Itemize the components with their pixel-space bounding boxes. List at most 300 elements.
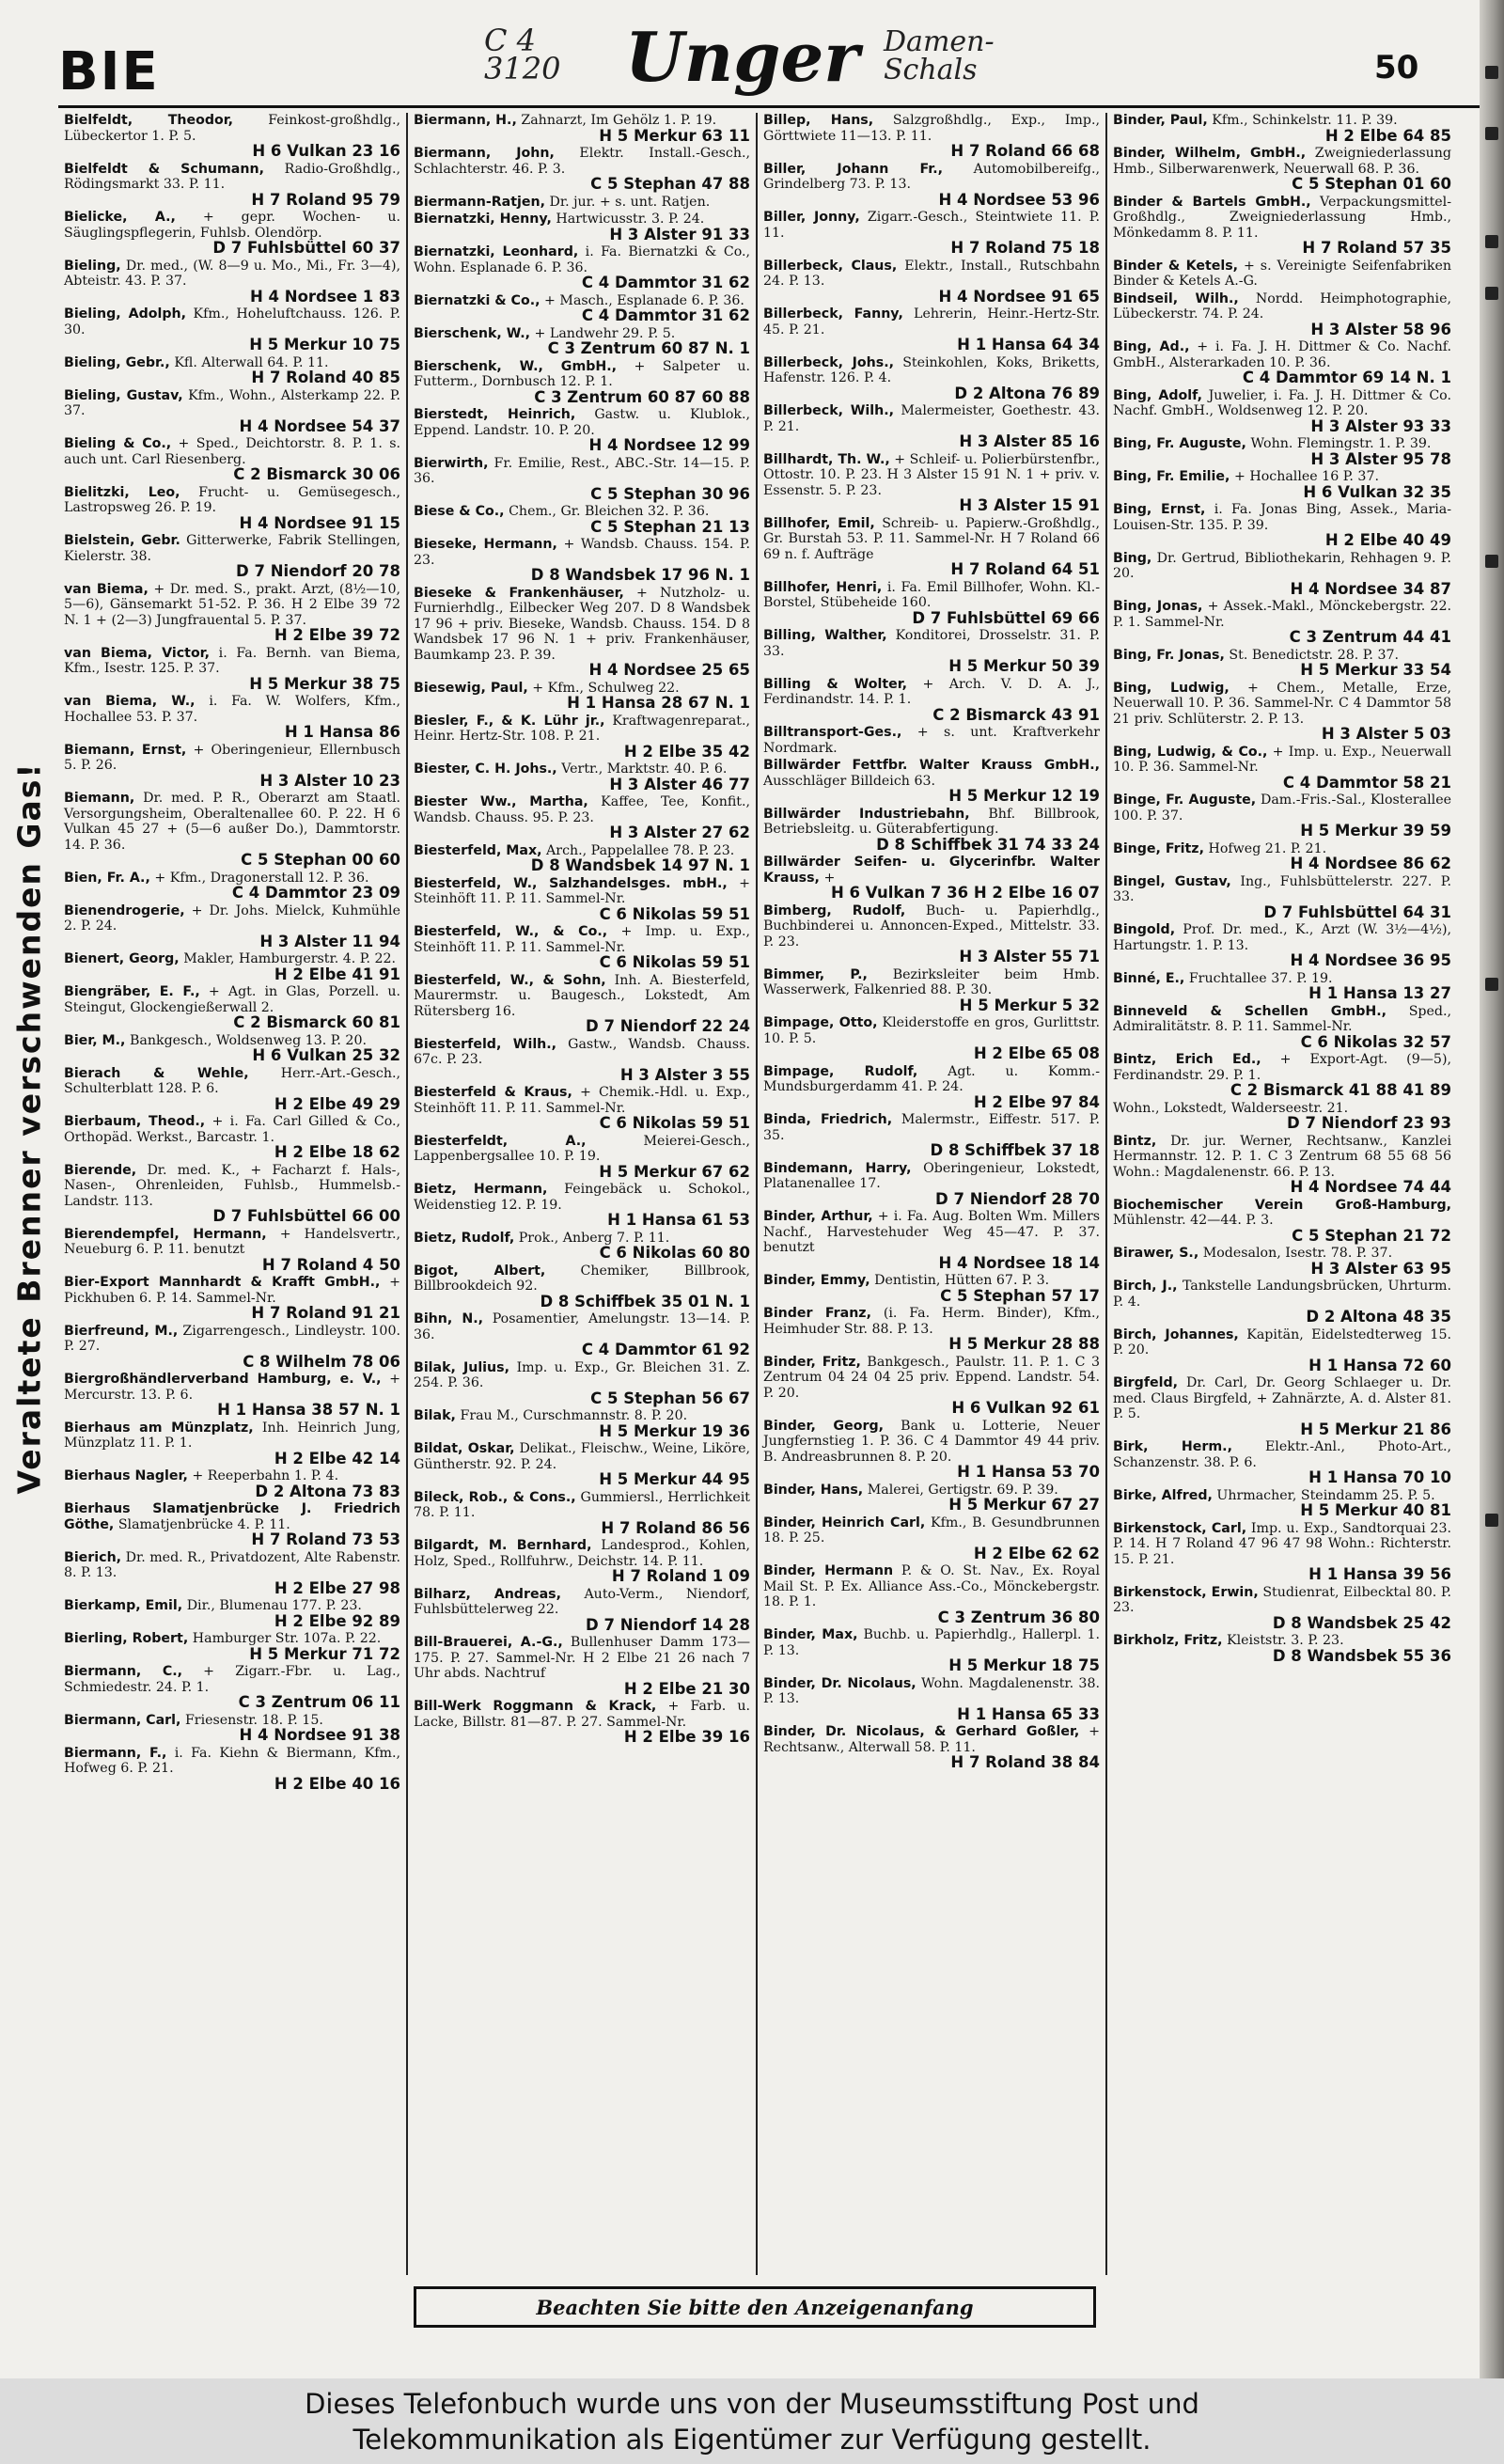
entry-details: Dr. Gertrud, Bibliothekarin, Rehhagen 9. P. 20.: [1113, 550, 1451, 581]
credit-banner: [0, 2378, 1504, 2464]
listing-entry: [1113, 259, 1451, 290]
listing-entry: [64, 694, 400, 741]
listing-entry: [1113, 388, 1451, 435]
entry-details: Dr. med. K., + Facharzt f. Hals-, Nasen-, Ohrenleiden, Fuhlsb., Hummelsb.-Landstr. 113.: [64, 1162, 400, 1209]
entry-phone: C 4 Dammtor 23 09: [231, 884, 400, 902]
listing-entry: [64, 1227, 400, 1274]
entry-phone: D 8 Wandsbek 14 97 N. 1: [530, 856, 750, 874]
listing-entry: [1113, 793, 1451, 840]
listing-entry: [763, 1209, 1100, 1271]
entry-name: Binder, Hermann: [763, 1563, 894, 1578]
entry-name: Bielstein, Gebr.: [64, 533, 180, 548]
entry-details: Kfm., Hoheluftchauss. 126. P. 30.: [64, 306, 400, 337]
listing-entry: [414, 973, 750, 1035]
entry-phone: C 3 Zentrum 60 87 N. 1: [547, 339, 750, 357]
entry-name: Billwärder Seifen- u. Glycerinfbr. Walter Krauss,: [763, 855, 1100, 886]
entry-name: Binda, Friedrich,: [763, 1112, 893, 1127]
entry-name: Biermann, H.,: [414, 113, 517, 128]
header-handwritten-note: [484, 23, 561, 86]
listing-entry: [64, 582, 400, 644]
listing-entry: [64, 1275, 400, 1322]
entry-details: Salzgroßhdlg., Exp., Imp., Görttwiete 11—13. P. 11.: [763, 113, 1100, 144]
entry-phone: H 5 Merkur 50 39: [948, 657, 1100, 675]
entry-details: Uhrmacher, Steindamm 25. P. 5.: [1216, 1487, 1435, 1503]
entry-phone: D 7 Niendorf 14 28: [586, 1615, 750, 1634]
entry-name: Bimpage, Otto,: [763, 1015, 878, 1030]
listing-entry: [414, 1182, 750, 1229]
entry-details: Elektr.-Anl., Photo-Art., Schanzenstr. 38. P. 6.: [1113, 1439, 1451, 1470]
entry-phone: C 6 Nikolas 59 51: [599, 904, 750, 923]
entry-phone: H 5 Merkur 44 95: [599, 1470, 750, 1488]
listing-entry: [414, 504, 750, 535]
listing-entry: [763, 1161, 1100, 1208]
entry-name: Binder, Emmy,: [763, 1273, 870, 1288]
entry-name: Bileck, Rob., & Cons.,: [414, 1489, 576, 1505]
entry-phone: D 7 Fuhlsbüttel 60 37: [212, 239, 400, 257]
listing-entry: [1113, 874, 1451, 921]
listing-entry: [414, 1231, 750, 1262]
entry-phone: H 2 Elbe 41 91: [274, 965, 400, 983]
entry-details: Wohn. Magdalenenstr. 38. P. 13.: [763, 1675, 1100, 1706]
listing-entry: [763, 452, 1100, 514]
listing-entry: [64, 1713, 400, 1744]
listing-entry: [414, 146, 750, 193]
entry-name: Bihn, N.,: [414, 1311, 484, 1326]
entry-details: + Reeperbahn 1. P. 4.: [192, 1468, 339, 1483]
entry-phone: H 2 Elbe 27 98: [274, 1578, 400, 1597]
entry-name: Bieseke, Hermann,: [414, 537, 557, 552]
entry-name: Biesler, F., & K. Lühr jr.,: [414, 713, 605, 729]
listing-entry: [1113, 195, 1451, 257]
entry-details: i. Fa. Emil Billhofer, Wohn. Kl.-Borstel, Stübeheide 160.: [763, 579, 1101, 610]
entry-phone: D 8 Wandsbek 17 96 N. 1: [530, 566, 750, 584]
entry-phone: H 4 Nordsee 91 38: [239, 1726, 400, 1744]
entry-details: + Export-Agt. (9—5), Ferdinandstr. 29. P. 1.: [1113, 1052, 1452, 1083]
listing-entry: [1113, 1198, 1451, 1245]
entry-name: Billtransport-Ges.,: [763, 725, 902, 740]
entry-phone: H 4 Nordsee 18 14: [938, 1253, 1100, 1272]
entry-phone: C 4 Dammtor 58 21: [1282, 773, 1451, 792]
side-advert: [8, 729, 50, 1528]
entry-name: Billerbeck, Claus,: [763, 258, 898, 274]
entry-details: Kfm., Schinkelstr. 11. P. 39.: [1212, 113, 1398, 128]
entry-phone: H 2 Elbe 65 08: [973, 1044, 1100, 1062]
listing-entry: [763, 1563, 1100, 1625]
listing-entry: [763, 403, 1100, 450]
entry-name: Bierwirth,: [414, 455, 489, 471]
entry-name: Biermann, John,: [414, 146, 555, 161]
credit-line: Telekommunikation als Eigentümer zur Verfügung gestellt.: [352, 2423, 1152, 2456]
entry-details: Zigarrengesch., Lindleystr. 100. P. 27.: [64, 1323, 400, 1354]
entry-phone: H 6 Vulkan 32 35: [1303, 482, 1451, 501]
listing-entry: [64, 533, 400, 580]
entry-name: Birkenstock, Erwin,: [1113, 1584, 1259, 1600]
entry-name: Bier, M.,: [64, 1032, 126, 1048]
entry-name: Billhofer, Emil,: [763, 515, 875, 531]
entry-details: (i. Fa. Herm. Binder), Kfm., Heimhuder Str. 88. P. 13.: [763, 1306, 1101, 1337]
entry-phone: H 4 Nordsee 53 96: [938, 190, 1100, 209]
entry-phone: H 5 Merkur 12 19: [948, 787, 1100, 805]
entry-phone: H 3 Alster 15 91: [959, 496, 1100, 514]
listing-entry: [1113, 339, 1451, 386]
entry-name: Birk, Herm.,: [1113, 1439, 1232, 1454]
listing-entry: [1113, 1134, 1451, 1196]
entry-phone: H 5 Merkur 40 81: [1300, 1501, 1451, 1519]
entry-name: Biesewig, Paul,: [414, 680, 528, 696]
entry-phone: H 4 Nordsee 1 83: [249, 287, 400, 306]
entry-phone: C 2 Bismarck 60 81: [233, 1013, 400, 1031]
entry-details: Bank u. Lotterie, Neuer Jungfernstieg 1. P. 36. C 4 Dammtor 49 44 priv. B. Andreasbrunnen 8. P. 20.: [763, 1418, 1100, 1465]
entry-phone: H 4 Nordsee 36 95: [1290, 951, 1451, 969]
entry-phone: H 7 Roland 91 21: [251, 1304, 400, 1322]
listing-entry: [64, 903, 400, 950]
entry-phone: H 3 Alster 91 33: [609, 225, 750, 243]
entry-phone: H 3 Alster 95 78: [1310, 449, 1451, 468]
entry-details: Vertr., Marktstr. 40. P. 6.: [561, 761, 728, 777]
entry-phone: D 8 Schiffbek 37 18: [930, 1141, 1100, 1159]
entry-details: Prof. Dr. med., K., Arzt (W. 3½—4½), Hartungstr. 1. P. 13.: [1113, 922, 1451, 953]
entry-details: Dr. jur. Werner, Rechtsanw., Kanzlei Hermannstr. 12. P. 1. C 3 Zentrum 68 55 68 56 Wohn.: Magdalenenstr. 66. P. 13.: [1113, 1133, 1452, 1180]
entry-details: + Dr. med. S., prakt. Arzt, (8½—10, 5—6), Gänsemarkt 51-52. P. 36. H 2 Elbe 39 72 N. 1 + (2—3) Jungfrauental 5. P. 37.: [64, 581, 400, 628]
entry-details: Schreib- u. Papierw.-Großhdlg., Gr. Burstah 53. P. 11. Sammel-Nr. H 7 Roland 66 69 n. f. Aufträge: [763, 515, 1100, 562]
entry-name: Bingel, Gustav,: [1113, 873, 1231, 889]
listing-entry: [64, 1501, 400, 1548]
entry-details: Kfm., B. Gesundbrunnen 18. P. 25.: [763, 1514, 1100, 1546]
listing-entry: [763, 516, 1100, 578]
entry-details: Nordd. Heimphotographie, Lübeckerstr. 74. P. 24.: [1113, 290, 1451, 322]
listing-entry: [414, 359, 750, 406]
handnote-line: C 4: [484, 23, 537, 58]
entry-details: Agt. u. Komm.-Mundsburgerdamm 41. P. 24.: [763, 1063, 1100, 1094]
entry-phone: H 1 Hansa 64 34: [957, 336, 1100, 353]
listing-entry: [414, 761, 750, 793]
entry-details: P. & O. St. Nav., Ex. Royal Mail St. P. Ex. Alliance Ass.-Co., Mönckebergstr. 18. P. 1.: [763, 1563, 1100, 1609]
entry-details: Auto-Verm., Niendorf, Fuhlsbüttelerweg 22.: [414, 1586, 750, 1617]
listing-entry: [414, 1408, 750, 1439]
listing-entry: [414, 794, 750, 841]
entry-details: Feingebäck u. Schokol., Weidenstieg 12. P. 19.: [414, 1182, 751, 1213]
listing-entry: [763, 1015, 1100, 1062]
entry-details: Inh. Heinrich Jung, Münzplatz 11. P. 1.: [64, 1420, 401, 1451]
entry-name: Bieling, Adolph,: [64, 306, 187, 322]
listing-entry: [1113, 971, 1451, 1002]
entry-details: Posamentier, Amelungstr. 13—14. P. 36.: [414, 1311, 751, 1342]
entry-name: Binné, E.,: [1113, 970, 1185, 986]
listing-entry: [1113, 1488, 1451, 1519]
listing-entry: [763, 967, 1100, 1014]
listing-entry: [414, 586, 750, 679]
listing-entry: [414, 195, 750, 211]
entry-details: Studienrat, Eilbecktal 80. P. 23.: [1113, 1584, 1451, 1615]
entry-name: Binder, Wilhelm, GmbH.,: [1113, 146, 1307, 161]
listing-entry: [1113, 469, 1451, 500]
entry-details: + Nutzholz- u. Furnierhdlg., Eilbecker Weg 207. D 8 Wandsbek 17 96 + priv. Bieseke, Wandsb. Chauss. 154. D 8 Wandsbek 17 96 N. 1 + priv. Frankenhäuser, Baumkamp 23. P. 39.: [414, 585, 750, 663]
listing-entry: [1113, 1004, 1451, 1051]
entry-name: Bienert, Georg,: [64, 951, 180, 966]
credit-line: Dieses Telefonbuch wurde uns von der Museumsstiftung Post und: [305, 2387, 1199, 2420]
entry-name: Bieling, Gebr.,: [64, 354, 170, 370]
listing-entry: [64, 436, 400, 483]
entry-name: Bierkamp, Emil,: [64, 1598, 183, 1613]
entry-name: Bielfeldt & Schumann,: [64, 161, 264, 177]
entry-phone: C 8 Wilhelm 78 06: [243, 1352, 400, 1371]
entry-phone: C 3 Zentrum 36 80: [937, 1608, 1100, 1626]
entry-details: Konditorei, Drosselstr. 31. P. 33.: [763, 628, 1100, 659]
entry-name: Birch, J.,: [1113, 1279, 1178, 1294]
entry-name: Billing, Walther,: [763, 628, 887, 643]
listing-entry: [1113, 146, 1451, 193]
listing-entry: [64, 1550, 400, 1597]
entry-details: Dr. med. R., Privatdozent, Alte Rabenstr. 8. P. 13.: [64, 1549, 401, 1580]
entry-name: Bierach & Wehle,: [64, 1065, 249, 1081]
entry-phone: H 5 Merkur 19 36: [599, 1421, 750, 1440]
entry-phone: H 6 Vulkan 7 36 H 2 Elbe 16 07: [830, 884, 1100, 902]
listing-column: [758, 113, 1107, 2275]
entry-details: + Dr. Johs. Mielck, Kuhmühle 2. P. 24.: [64, 902, 400, 934]
listing-entry: [763, 355, 1100, 402]
entry-phone: C 3 Zentrum 60 87 60 88: [534, 387, 750, 406]
entry-details: + gepr. Wochen- u. Säuglingspflegerin, Fuhlsb. Olendörp.: [64, 210, 401, 241]
entry-phone: H 2 Elbe 39 72: [274, 626, 400, 644]
entry-name: Biergroßhändlerverband Hamburg, e. V.,: [64, 1372, 382, 1387]
listing-entry: [763, 1306, 1100, 1353]
listing-entry: [64, 1066, 400, 1113]
entry-name: Biochemischer Verein Groß-Hamburg,: [1113, 1197, 1451, 1213]
listing-entry: [414, 212, 750, 243]
entry-name: Bielicke, A.,: [64, 210, 176, 225]
entry-name: Bing, Fr. Emilie,: [1113, 469, 1230, 484]
entry-name: Billerbeck, Johs.,: [763, 354, 894, 370]
entry-details: Juwelier, i. Fa. J. H. Dittmer & Co. Nachf. GmbH., Woldsenweg 12. P. 20.: [1113, 387, 1451, 418]
entry-phone: D 2 Altona 73 83: [255, 1482, 400, 1500]
entry-name: Binder, Heinrich Carl,: [763, 1514, 926, 1530]
entry-details: Fr. Emilie, Rest., ABC.-Str. 14—15. P. 36.: [414, 455, 750, 486]
entry-phone: D 7 Fuhlsbüttel 66 00: [212, 1207, 400, 1225]
listing-entry: [64, 259, 400, 306]
entry-name: Bielitzki, Leo,: [64, 484, 180, 500]
entry-name: Binder, Georg,: [763, 1418, 884, 1434]
entry-name: Bing, Ludwig, & Co.,: [1113, 744, 1268, 760]
entry-details: + s. unt. Kraftverkehr Nordmark.: [763, 725, 1100, 756]
entry-details: + Pickhuben 6. P. 14. Sammel-Nr.: [64, 1275, 400, 1306]
entry-name: Binneveld & Schellen GmbH.,: [1113, 1003, 1387, 1019]
entry-details: i. Fa. Kiehn & Biermann, Kfm., Hofweg 6. P. 21.: [64, 1745, 400, 1776]
entry-phone: H 6 Vulkan 92 61: [951, 1399, 1100, 1417]
entry-phone: H 3 Alster 55 71: [959, 948, 1100, 965]
entry-details: Malermeister, Goethestr. 43. P. 21.: [763, 403, 1100, 434]
listing-entry: [1113, 681, 1451, 743]
entry-phone: H 3 Alster 11 94: [259, 932, 400, 950]
listing-entry: [1113, 1633, 1451, 1664]
entry-phone: H 7 Roland 73 53: [251, 1530, 400, 1548]
entry-name: Binder, Max,: [763, 1627, 858, 1642]
entry-phone: H 2 Elbe 42 14: [274, 1449, 400, 1467]
listing-entry: [763, 903, 1100, 965]
header-advert-note: [884, 25, 995, 86]
listing-entry: [1113, 1101, 1451, 1132]
entry-name: Bierhaus am Münzplatz,: [64, 1420, 254, 1436]
entry-phone: H 5 Merkur 63 11: [599, 126, 750, 145]
entry-phone: H 2 Elbe 92 89: [274, 1611, 400, 1630]
listing-entry: [64, 1114, 400, 1161]
entry-details: Friesenstr. 18. P. 15.: [184, 1712, 323, 1728]
entry-details: Dr. Carl, Dr. Georg Schlaeger u. Dr. med. Claus Birgfeld, + Zahnärzte, A. d. Alster 81. P. 5.: [1113, 1375, 1452, 1421]
entry-details: Chem., Gr. Bleichen 32. P. 36.: [509, 504, 710, 519]
listing-entry: [64, 1598, 400, 1629]
entry-name: Binder & Bartels GmbH.,: [1113, 194, 1311, 210]
entry-details: Zigarr.-Gesch., Steintwiete 11. P. 11.: [763, 210, 1100, 241]
entry-details: Prok., Anberg 7. P. 11.: [518, 1230, 670, 1246]
listing-entry: [1113, 1375, 1451, 1437]
listing-entry: [414, 326, 750, 357]
entry-phone: H 2 Elbe 18 62: [274, 1143, 400, 1161]
entry-details: Imp. u. Exp., Gr. Bleichen 31. Z. 254. P. 36.: [414, 1359, 750, 1390]
entry-name: Biesterfeld, W., Salzhandelsges. mbH.,: [414, 875, 728, 891]
entry-phone: H 2 Elbe 40 16: [274, 1774, 400, 1793]
listing-entry: [414, 1311, 750, 1358]
listing-entry: [1113, 436, 1451, 467]
entry-name: Biermann, C.,: [64, 1664, 183, 1679]
entry-details: Dam.-Fris.-Sal., Klosterallee 100. P. 37.: [1113, 793, 1451, 824]
entry-details: Malerei, Gertigstr. 69. P. 39.: [867, 1482, 1058, 1498]
entry-phone: C 3 Zentrum 06 11: [238, 1693, 400, 1711]
listing-entry: [414, 924, 750, 971]
entry-details: + Kfm., Schulweg 22.: [532, 680, 680, 696]
entry-name: Birkholz, Fritz,: [1113, 1633, 1223, 1648]
entry-details: +: [823, 870, 836, 886]
entry-details: + Oberingenieur, Ellernbusch 5. P. 26.: [64, 742, 401, 773]
entry-name: Bierendempfel, Hermann,: [64, 1226, 267, 1242]
entry-name: Biller, Johann Fr.,: [763, 161, 943, 177]
entry-phone: C 6 Nikolas 59 51: [599, 1114, 750, 1132]
listing-entry: [763, 1064, 1100, 1111]
adnote-line: Damen-: [884, 25, 995, 58]
entry-phone: C 4 Dammtor 31 62: [581, 274, 750, 291]
entry-phone: H 5 Merkur 21 86: [1300, 1420, 1451, 1438]
entry-details: + Chem., Metalle, Erze, Neuerwall 10. P. 36. Sammel-Nr. C 4 Dammtor 58 21 priv. Schlüterstr. 2. P. 13.: [1113, 680, 1451, 727]
entry-phone: H 1 Hansa 86: [284, 723, 400, 741]
page-number: 50: [1374, 49, 1419, 86]
entry-phone: D 8 Wandsbek 25 42: [1272, 1613, 1451, 1632]
entry-phone: H 2 Elbe 35 42: [623, 742, 750, 761]
listing-entry: [64, 355, 400, 386]
entry-name: Bieling,: [64, 258, 121, 274]
entry-details: Delikat., Fleischw., Weine, Liköre, Güntherstr. 92. P. 24.: [414, 1441, 751, 1472]
entry-details: + Wandsb. Chauss. 154. P. 23.: [414, 537, 750, 568]
entry-details: Mühlenstr. 42—44. P. 3.: [1113, 1213, 1274, 1228]
listing-entry: [64, 1664, 400, 1711]
listing-entry: [763, 1112, 1100, 1159]
listing-entry: [414, 1490, 750, 1537]
entry-phone: H 7 Roland 86 56: [601, 1518, 750, 1537]
entry-details: Kapitän, Eidelstedterweg 15. P. 20.: [1113, 1326, 1452, 1358]
entry-details: i. Fa. Biernatzki & Co., Wohn. Esplanade 6. P. 36.: [414, 244, 751, 275]
entry-name: Binder, Dr. Nicolaus, & Gerhard Goßler,: [763, 1724, 1080, 1739]
entry-name: Biller, Jonny,: [763, 210, 860, 225]
entry-phone: H 4 Nordsee 12 99: [588, 436, 750, 454]
entry-details: + Landwehr 29. P. 5.: [534, 325, 676, 341]
entry-phone: C 5 Stephan 21 13: [590, 517, 750, 536]
listing-entry: [763, 855, 1100, 902]
entry-details: + Imp. u. Exp., Steinhöft 11. P. 11. Sammel-Nr.: [414, 924, 750, 955]
listing-entry: [763, 306, 1100, 353]
entry-details: Kaffee, Tee, Konfit., Wandsb. Chauss. 95. P. 23.: [414, 794, 751, 825]
listing-entry: [763, 758, 1100, 805]
entry-name: van Biema,: [64, 581, 149, 597]
listing-entry: [414, 1263, 750, 1310]
entry-name: Bielfeldt, Theodor,: [64, 113, 234, 128]
entry-details: + Kfm., Dragonerstall 12. P. 36.: [154, 870, 369, 886]
listing-entry: [64, 984, 400, 1031]
entry-phone: H 1 Hansa 53 70: [957, 1463, 1100, 1481]
listing-entry: [414, 537, 750, 584]
entry-name: Billhofer, Henri,: [763, 579, 883, 595]
listing-entry: [64, 1746, 400, 1793]
entry-name: Billep, Hans,: [763, 113, 874, 128]
listing-entry: [414, 293, 750, 324]
entry-name: Bilharz, Andreas,: [414, 1586, 561, 1602]
listing-entry: [763, 580, 1100, 627]
entry-phone: C 5 Stephan 21 72: [1292, 1226, 1451, 1245]
entry-details: Kleiststr. 3. P. 23.: [1227, 1633, 1344, 1648]
entry-name: Biemann,: [64, 791, 135, 806]
entry-name: Binder, Fritz,: [763, 1354, 861, 1370]
listing-column: [408, 113, 758, 2275]
entry-phone: H 7 Roland 95 79: [251, 190, 400, 209]
entry-phone: H 2 Elbe 97 84: [973, 1092, 1100, 1111]
entry-phone: H 5 Merkur 28 88: [948, 1335, 1100, 1353]
listing-entry: [1113, 648, 1451, 679]
listing-entry: [414, 1538, 750, 1585]
entry-phone: C 5 Stephan 47 88: [590, 175, 750, 193]
entry-details: Modesalon, Isestr. 78. P. 37.: [1202, 1246, 1393, 1261]
listing-entry: [414, 244, 750, 291]
listing-entry: [414, 876, 750, 923]
entry-phone: C 4 Dammtor 69 14 N. 1: [1242, 369, 1451, 386]
listing-entry: [414, 1635, 750, 1697]
entry-name: Bieling, Gustav,: [64, 387, 183, 403]
listing-entry: [1113, 1327, 1451, 1374]
entry-name: Bigot, Albert,: [414, 1263, 546, 1279]
entry-phone: D 7 Fuhlsbüttel 69 66: [912, 608, 1100, 627]
listing-entry: [763, 210, 1100, 257]
listing-entry: [64, 743, 400, 790]
entry-name: Biermann, F.,: [64, 1745, 167, 1761]
entry-name: Bindseil, Wilh.,: [1113, 290, 1239, 306]
entry-phone: C 3 Zentrum 44 41: [1289, 628, 1451, 646]
entry-phone: C 5 Stephan 00 60: [241, 851, 400, 869]
entry-phone: H 1 Hansa 39 56: [1308, 1565, 1451, 1583]
entry-name: van Biema, Victor,: [64, 645, 210, 661]
listing-entry: [64, 1468, 400, 1499]
entry-name: Bilgardt, M. Bernhard,: [414, 1538, 592, 1553]
entry-phone: H 2 Elbe 39 16: [623, 1728, 750, 1746]
entry-phone: H 4 Nordsee 54 37: [239, 416, 400, 435]
entry-name: Biengräber, E. F.,: [64, 984, 200, 999]
entry-details: + Chemik.-Hdl. u. Exp., Steinhöft 11. P. 11. Sammel-Nr.: [414, 1085, 751, 1116]
entry-details: Radio-Großhdlg., Rödingsmarkt 33. P. 11.: [64, 161, 400, 192]
listing-column: [58, 113, 408, 2275]
entry-phone: H 5 Merkur 5 32: [959, 996, 1100, 1014]
entry-name: Bilak,: [414, 1408, 456, 1423]
entry-phone: H 4 Nordsee 74 44: [1290, 1178, 1451, 1196]
entry-phone: H 2 Elbe 40 49: [1324, 531, 1451, 549]
entry-name: Binder, Hans,: [763, 1482, 864, 1498]
entry-details: Kfm., Wohn., Alsterkamp 22. P. 37.: [64, 387, 401, 418]
entry-details: Frucht- u. Gemüsegesch., Lastropsweg 26. P. 19.: [64, 484, 400, 515]
entry-phone: H 1 Hansa 70 10: [1308, 1468, 1451, 1486]
entry-phone: H 3 Alster 63 95: [1310, 1259, 1451, 1278]
